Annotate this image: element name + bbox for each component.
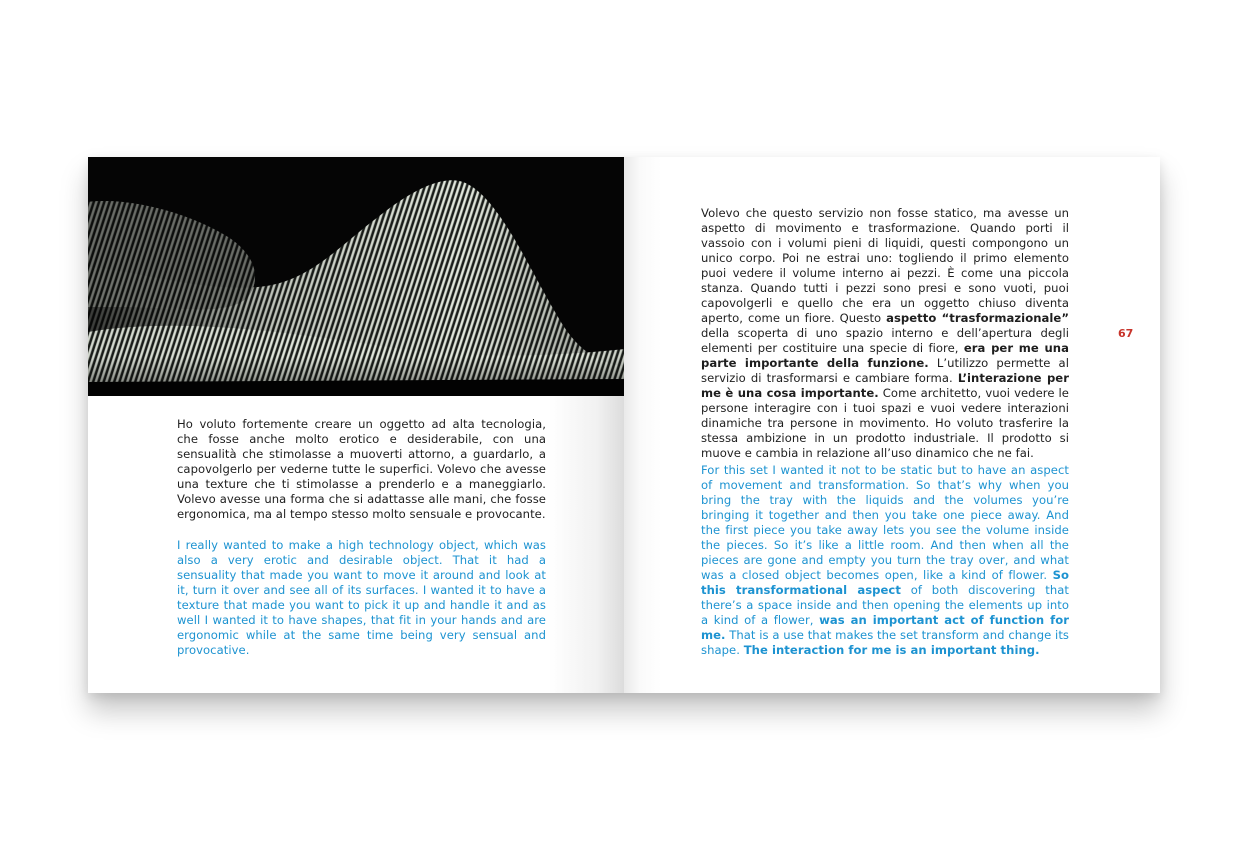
sculpture-photo xyxy=(88,157,624,396)
text-run: L’utilizzo permette al servizio di trasformarsi e cambiare forma. xyxy=(701,356,1069,385)
bold-phrase: was an important act of function for me. xyxy=(701,613,1069,642)
italian-paragraph: Ho voluto fortemente creare un oggetto ad alta tecnologia, che fosse anche molto erotico e desiderabile, con una sensualità che stimolasse a muoverti attorno, a guardarlo, a capovolgerlo per vederne tutte le superfici. Volevo che avesse una texture che ti stimolasse a prenderlo e a maneggiarlo. Volevo avesse una forma che si adattasse alle mani, che fosse ergonomica, ma al tempo stesso molto sensuale e provocante. xyxy=(177,417,546,521)
bold-phrase: So this transformational aspect xyxy=(701,568,1069,597)
left-page xyxy=(88,157,624,693)
bold-phrase: The interaction for me is an important thing. xyxy=(743,643,1040,657)
text-run: of both discovering that there’s a space inside and then opening the elements up into a kind of a flower, xyxy=(701,583,1069,627)
text-run: Volevo che questo servizio non fosse statico, ma avesse un aspetto di movimento e trasformazione. Quando porti il vassoio con i volumi pieni di liquidi, questi compongono un unico corpo. Poi ne estrai uno: togliendo il primo elemento puoi vedere il volume interno ai pezzi. È come una piccola stanza. Quando tutti i pezzi sono presi e sono vuoti, puoi capovolgerli e quello che era un oggetto chiuso diventa aperto, come un fiore. Questo xyxy=(701,206,1069,325)
page-number: 67 xyxy=(1118,327,1134,340)
right-page xyxy=(624,157,1160,693)
bold-phrase: L’interazione per me è una cosa importante. xyxy=(701,371,1069,400)
bold-phrase: aspetto “trasformazionale” xyxy=(886,311,1069,325)
text-run: That is a use that makes the set transform and change its shape. xyxy=(701,628,1069,657)
book-spread xyxy=(88,157,1160,693)
italian-paragraph-right xyxy=(701,206,1069,461)
text-run: For this set I wanted it not to be static but to have an aspect of movement and transformation. So that’s why when you bring the tray with the liquids and the volumes you’re bringing it together and then you take one piece away. And the first piece you take away lets you see the volume inside the pieces. So it’s like a little room. And then when all the pieces are gone and empty you turn the tray over, and what was a closed object becomes open, like a kind of flower. xyxy=(701,463,1069,582)
english-paragraph: I really wanted to make a high technology object, which was also a very erotic and desirable object. That it had a sensuality that made you want to move it around and look at it, turn it over and see all of its surfaces. I wanted it to have a texture that made you want to pick it up and handle it and as well I wanted it to have shapes, that fit in your hands and are ergonomic while at the same time being very sensual and provocative. xyxy=(177,538,546,657)
text-run: Come architetto, vuoi vedere le persone interagire con i tuoi spazi e vuoi vedere interazioni dinamiche tra persone in movimento. Ho voluto trasferire la stessa ambizione in un prodotto industriale. Il prodotto si muove e cambia in relazione all’uso dinamico che ne fai. xyxy=(701,386,1069,460)
text-run: della scoperta di uno spazio interno e dell’apertura degli elementi per costituire una specie di fiore, xyxy=(701,326,1069,355)
english-paragraph-right xyxy=(701,463,1069,658)
bold-phrase: era per me una parte importante della funzione. xyxy=(701,341,1069,370)
